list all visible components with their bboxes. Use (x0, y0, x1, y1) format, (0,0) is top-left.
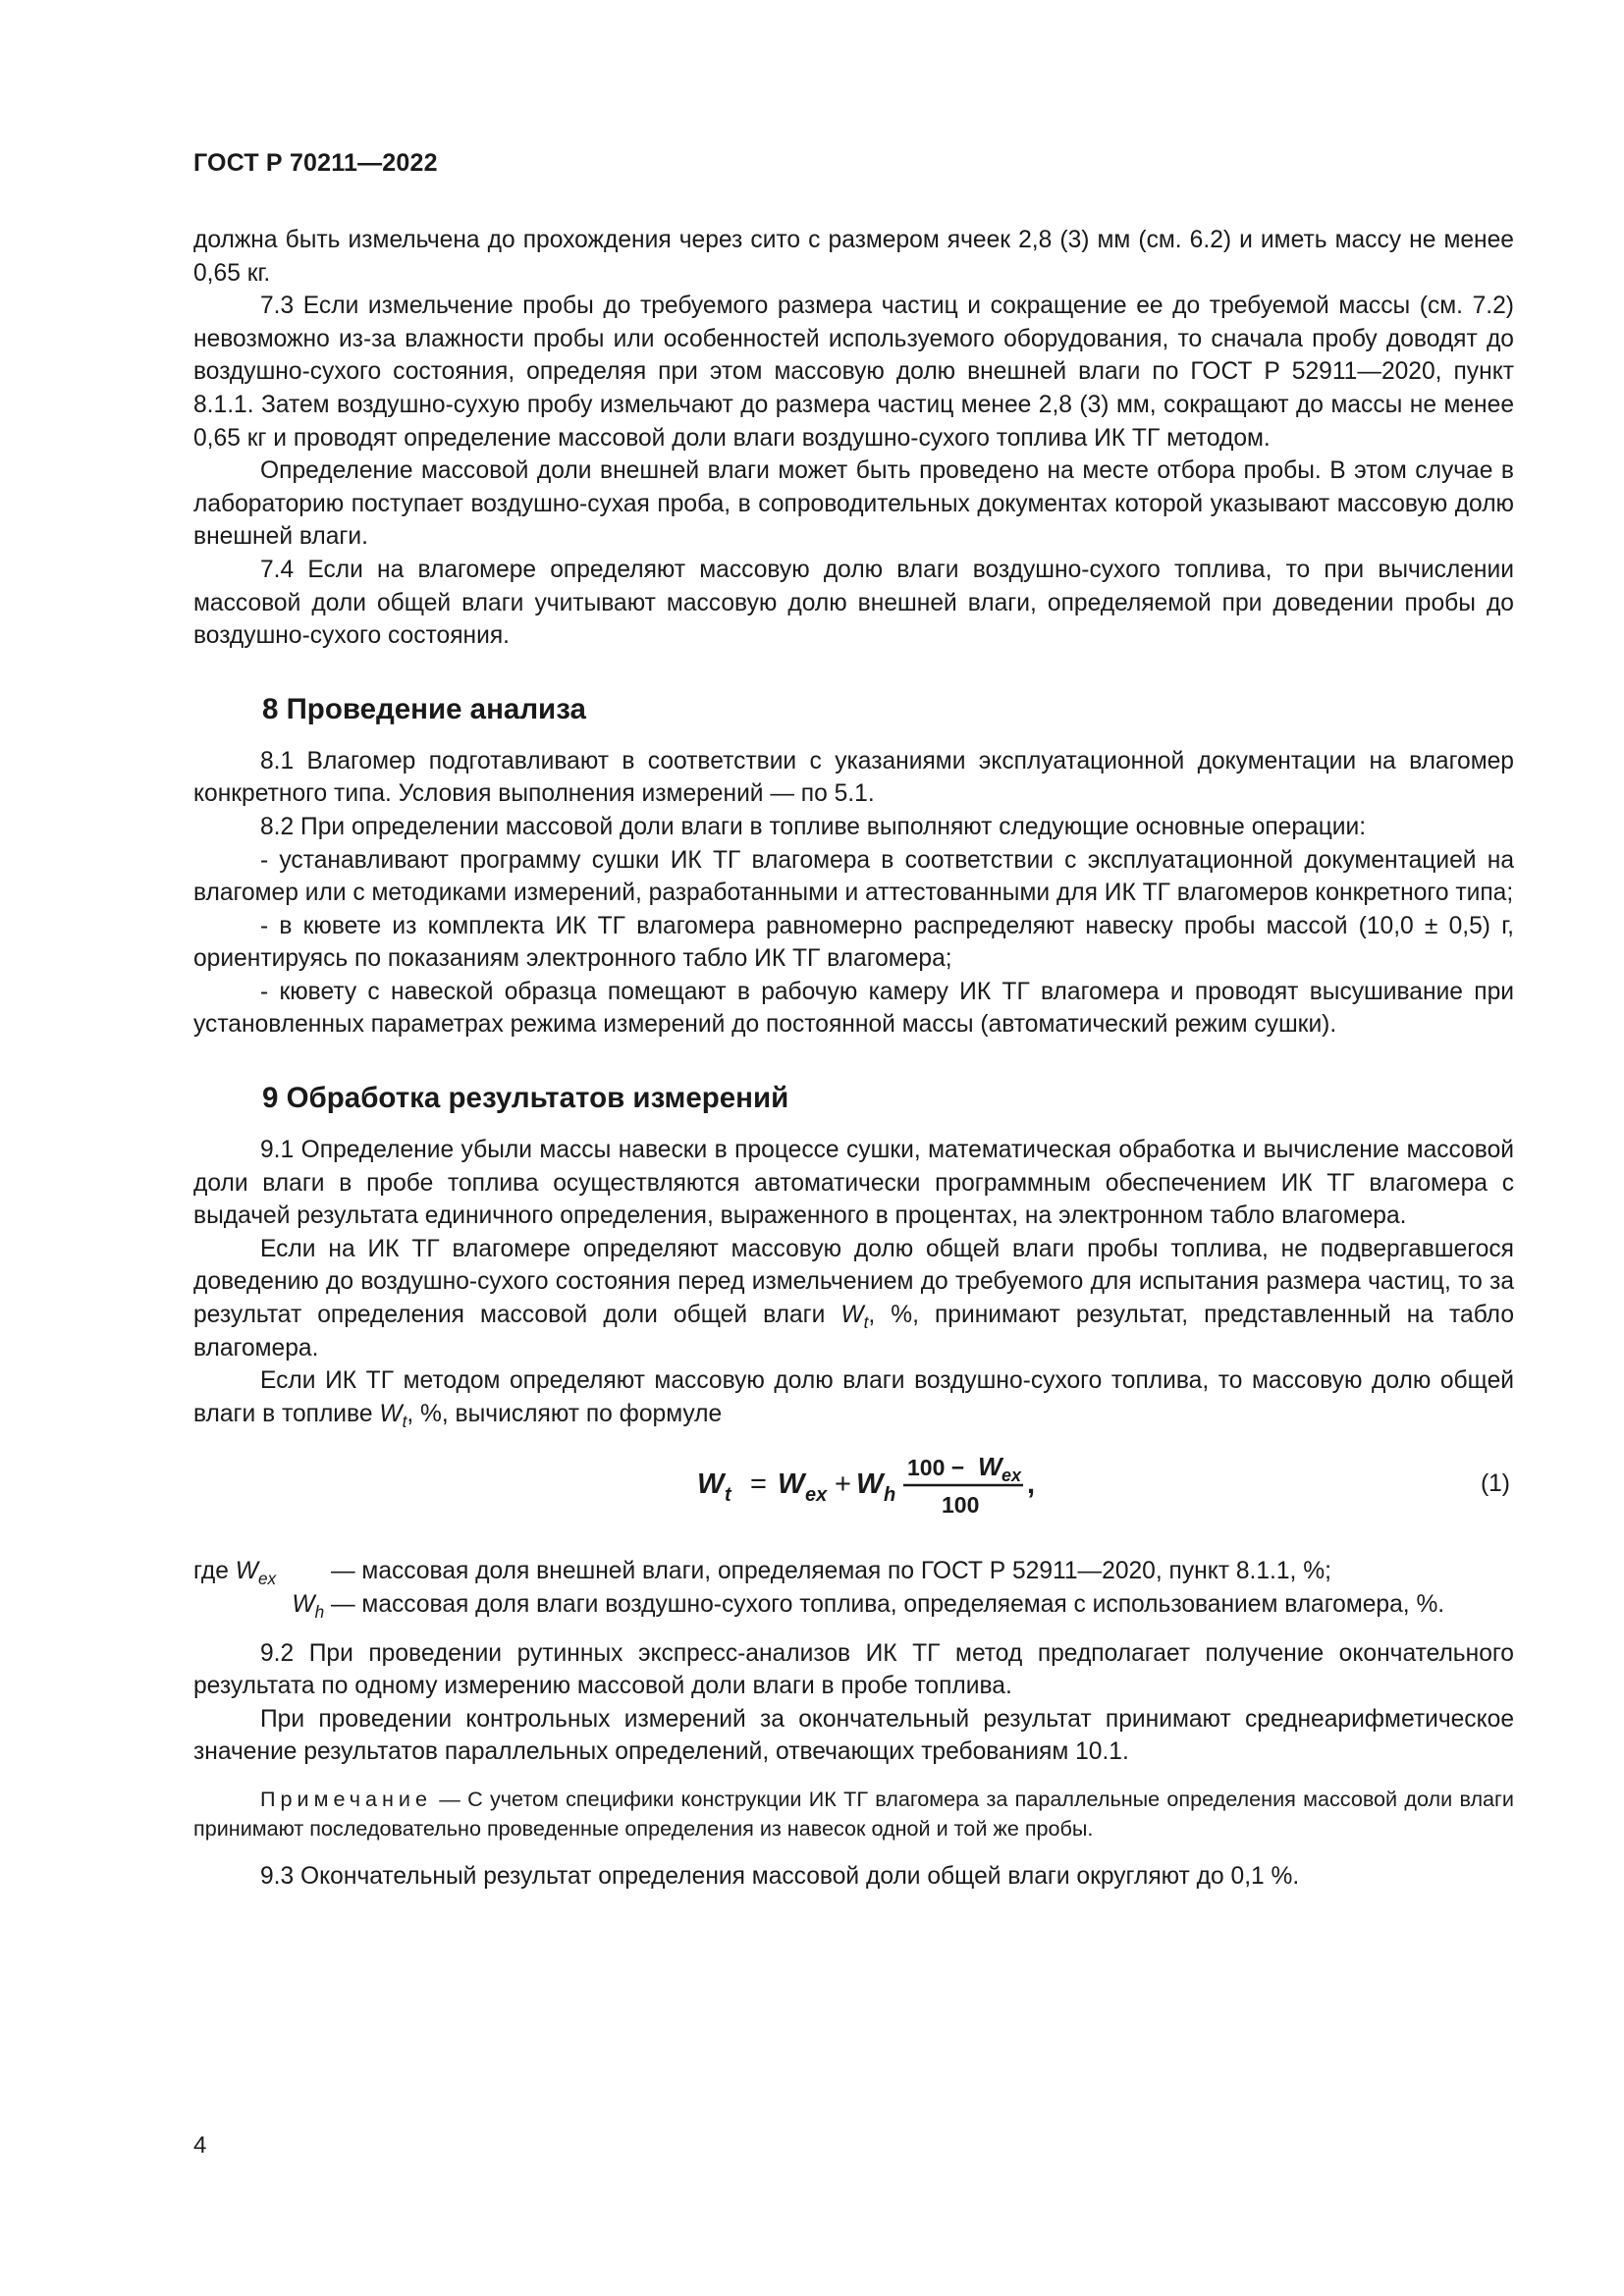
document-header: ГОСТ Р 70211—2022 (193, 149, 438, 177)
formula-term2-sub: h (884, 1484, 896, 1507)
paragraph: должна быть измельчена до прохождения через сито с размером ячеек 2,8 (3) мм (см. 6.2) и иметь массу не менее 0,65 кг. (193, 227, 1514, 287)
formula-numerator: 100 − (907, 1455, 965, 1481)
where-item: $W_h$ — массовая доля влаги воздушно-сухого топлива, определяемая с использованием влагомера, %. (193, 1588, 1514, 1622)
paragraph: Определение массовой доли внешней влаги может быть проведено на месте отбора пробы. В этом случае в лабораторию поступает воздушно-сухая проба, в сопроводительных документах которой указывают массовую долю внешней влаги. (193, 457, 1514, 551)
formula-1 (689, 1448, 1102, 1526)
formula-comma: , (1027, 1468, 1036, 1501)
list-item: - в кювете из комплекта ИК ТГ влагомера равномерно распределяют навеску пробы массой (10,0 ± 0,5) г, ориентируясь по показаниям электронного табло ИК ТГ влагомера; (193, 912, 1514, 973)
paragraph: Если на ИК ТГ влагомере определяют массовую долю общей влаги пробы топлива, не подвергавшегося доведению до воздушно-сухого состояния перед измельчением до требуемого для испытания размера частиц, то за результат определения массовой доли общей влаги $W_t$, %, принимают результат, представленный на табло влагомера. (193, 1235, 1514, 1362)
paragraph: 8.1 Влагомер подготавливают в соответствии с указаниями эксплуатационной документации на влагомер конкретного типа. Условия выполнения измерений — по 5.1. (193, 747, 1514, 808)
list-item: - кювету с навеской образца помещают в рабочую камеру ИК ТГ влагомера и проводят высушивание при установленных параметрах режима измерений до постоянной массы (автоматический режим сушки). (193, 978, 1514, 1039)
formula-term1: W (778, 1468, 805, 1501)
section-heading-8: 8 Проведение анализа (262, 692, 586, 725)
paragraph: 8.2 При определении массовой доли влаги в топливе выполняют следующие основные операции: (260, 813, 1367, 840)
where-word: где (193, 1558, 229, 1585)
paragraph: 7.4 Если на влагомере определяют массовую долю влаги воздушно-сухого топлива, то при вычислении массовой доли общей влаги учитывают массовую долю внешней влаги, определяемой при доведении пробы до воздушно-сухого состояния. (193, 556, 1514, 650)
section-heading-9: 9 Обработка результатов измерений (262, 1082, 789, 1115)
document-body (193, 224, 1514, 1894)
note-label: Примечание (260, 1786, 432, 1811)
list-item: - устанавливают программу сушки ИК ТГ влагомера в соответствии с эксплуатационной документацией на влагомер или с методиками измерений, разработанными и аттестованными для ИК ТГ влагомеров конкретного типа; (193, 846, 1514, 907)
formula-denominator: 100 (942, 1492, 980, 1519)
where-definition: — массовая доля влаги воздушно-сухого топлива, определяемая с использованием влагомера, %. (331, 1591, 1445, 1618)
page-number: 4 (193, 2132, 207, 2159)
where-block (193, 1555, 1514, 1621)
formula-eq: = (750, 1468, 767, 1501)
where-definition: — массовая доля внешней влаги, определяемая по ГОСТ Р 52911—2020, пункт 8.1.1, %; (331, 1558, 1331, 1585)
formula-numerator-sub: ex (1001, 1466, 1022, 1486)
note (193, 1785, 1514, 1843)
formula-numerator-var: W (978, 1452, 1002, 1482)
note-text: — С учетом специфики конструкции ИК ТГ влагомера за параллельные определения массовой доли влаги принимают последовательно проведенные определения из навесок одной и той же пробы. (193, 1786, 1514, 1841)
formula-term1-sub: ex (805, 1484, 828, 1507)
paragraph: 7.3 Если измельчение пробы до требуемого размера частиц и сокращение ее до требуемой массы (см. 7.2) невозможно из-за влажности пробы или особенностей используемого оборудования, то сначала пробу доводят до воздушно-сухого состояния, определяя при этом массовую долю внешней влаги по ГОСТ Р 52911—2020, пункт 8.1.1. Затем воздушно-сухую пробу измельчают до размера частиц менее 2,8 (3) мм, сокращают до массы не менее 0,65 кг и проводят определение массовой доли влаги воздушно-сухого топлива ИК ТГ методом. (193, 293, 1514, 452)
equation-number: (1) (1480, 1470, 1510, 1498)
paragraph: При проведении контрольных измерений за окончательный результат принимают среднеарифметическое значение результатов параллельных определений, отвечающих требованиям 10.1. (193, 1705, 1514, 1766)
where-item: где $W_{ex}$ — массовая доля внешней влаги, определяемая по ГОСТ Р 52911—2020, пункт 8.1.1, %; (193, 1555, 1514, 1588)
formula-term2: W (856, 1468, 884, 1501)
formula-block (193, 1448, 1514, 1534)
formula-lhs: W (697, 1468, 725, 1501)
formula-plus: + (835, 1468, 851, 1501)
paragraph: Если ИК ТГ методом определяют массовую долю влаги воздушно-сухого топлива, то массовую долю общей влаги в топливе $W_t$, %, вычисляют по формуле (193, 1367, 1514, 1431)
paragraph: 9.2 При проведении рутинных экспресс-анализов ИК ТГ метод предполагает получение окончательного результата по одному измерению массовой доли влаги в пробе топлива. (193, 1639, 1514, 1700)
formula-lhs-sub: t (725, 1484, 731, 1507)
paragraph: 9.1 Определение убыли массы навески в процессе сушки, математическая обработка и вычисление массовой доли влаги в пробе топлива осуществляются автоматически программным обеспечением ИК ТГ влагомера с выдачей результата единичного определения, выраженного в процентах, на электронном табло влагомера. (193, 1137, 1514, 1230)
paragraph: 9.3 Окончательный результат определения массовой доли общей влаги округляют до 0,1 %. (260, 1862, 1300, 1890)
